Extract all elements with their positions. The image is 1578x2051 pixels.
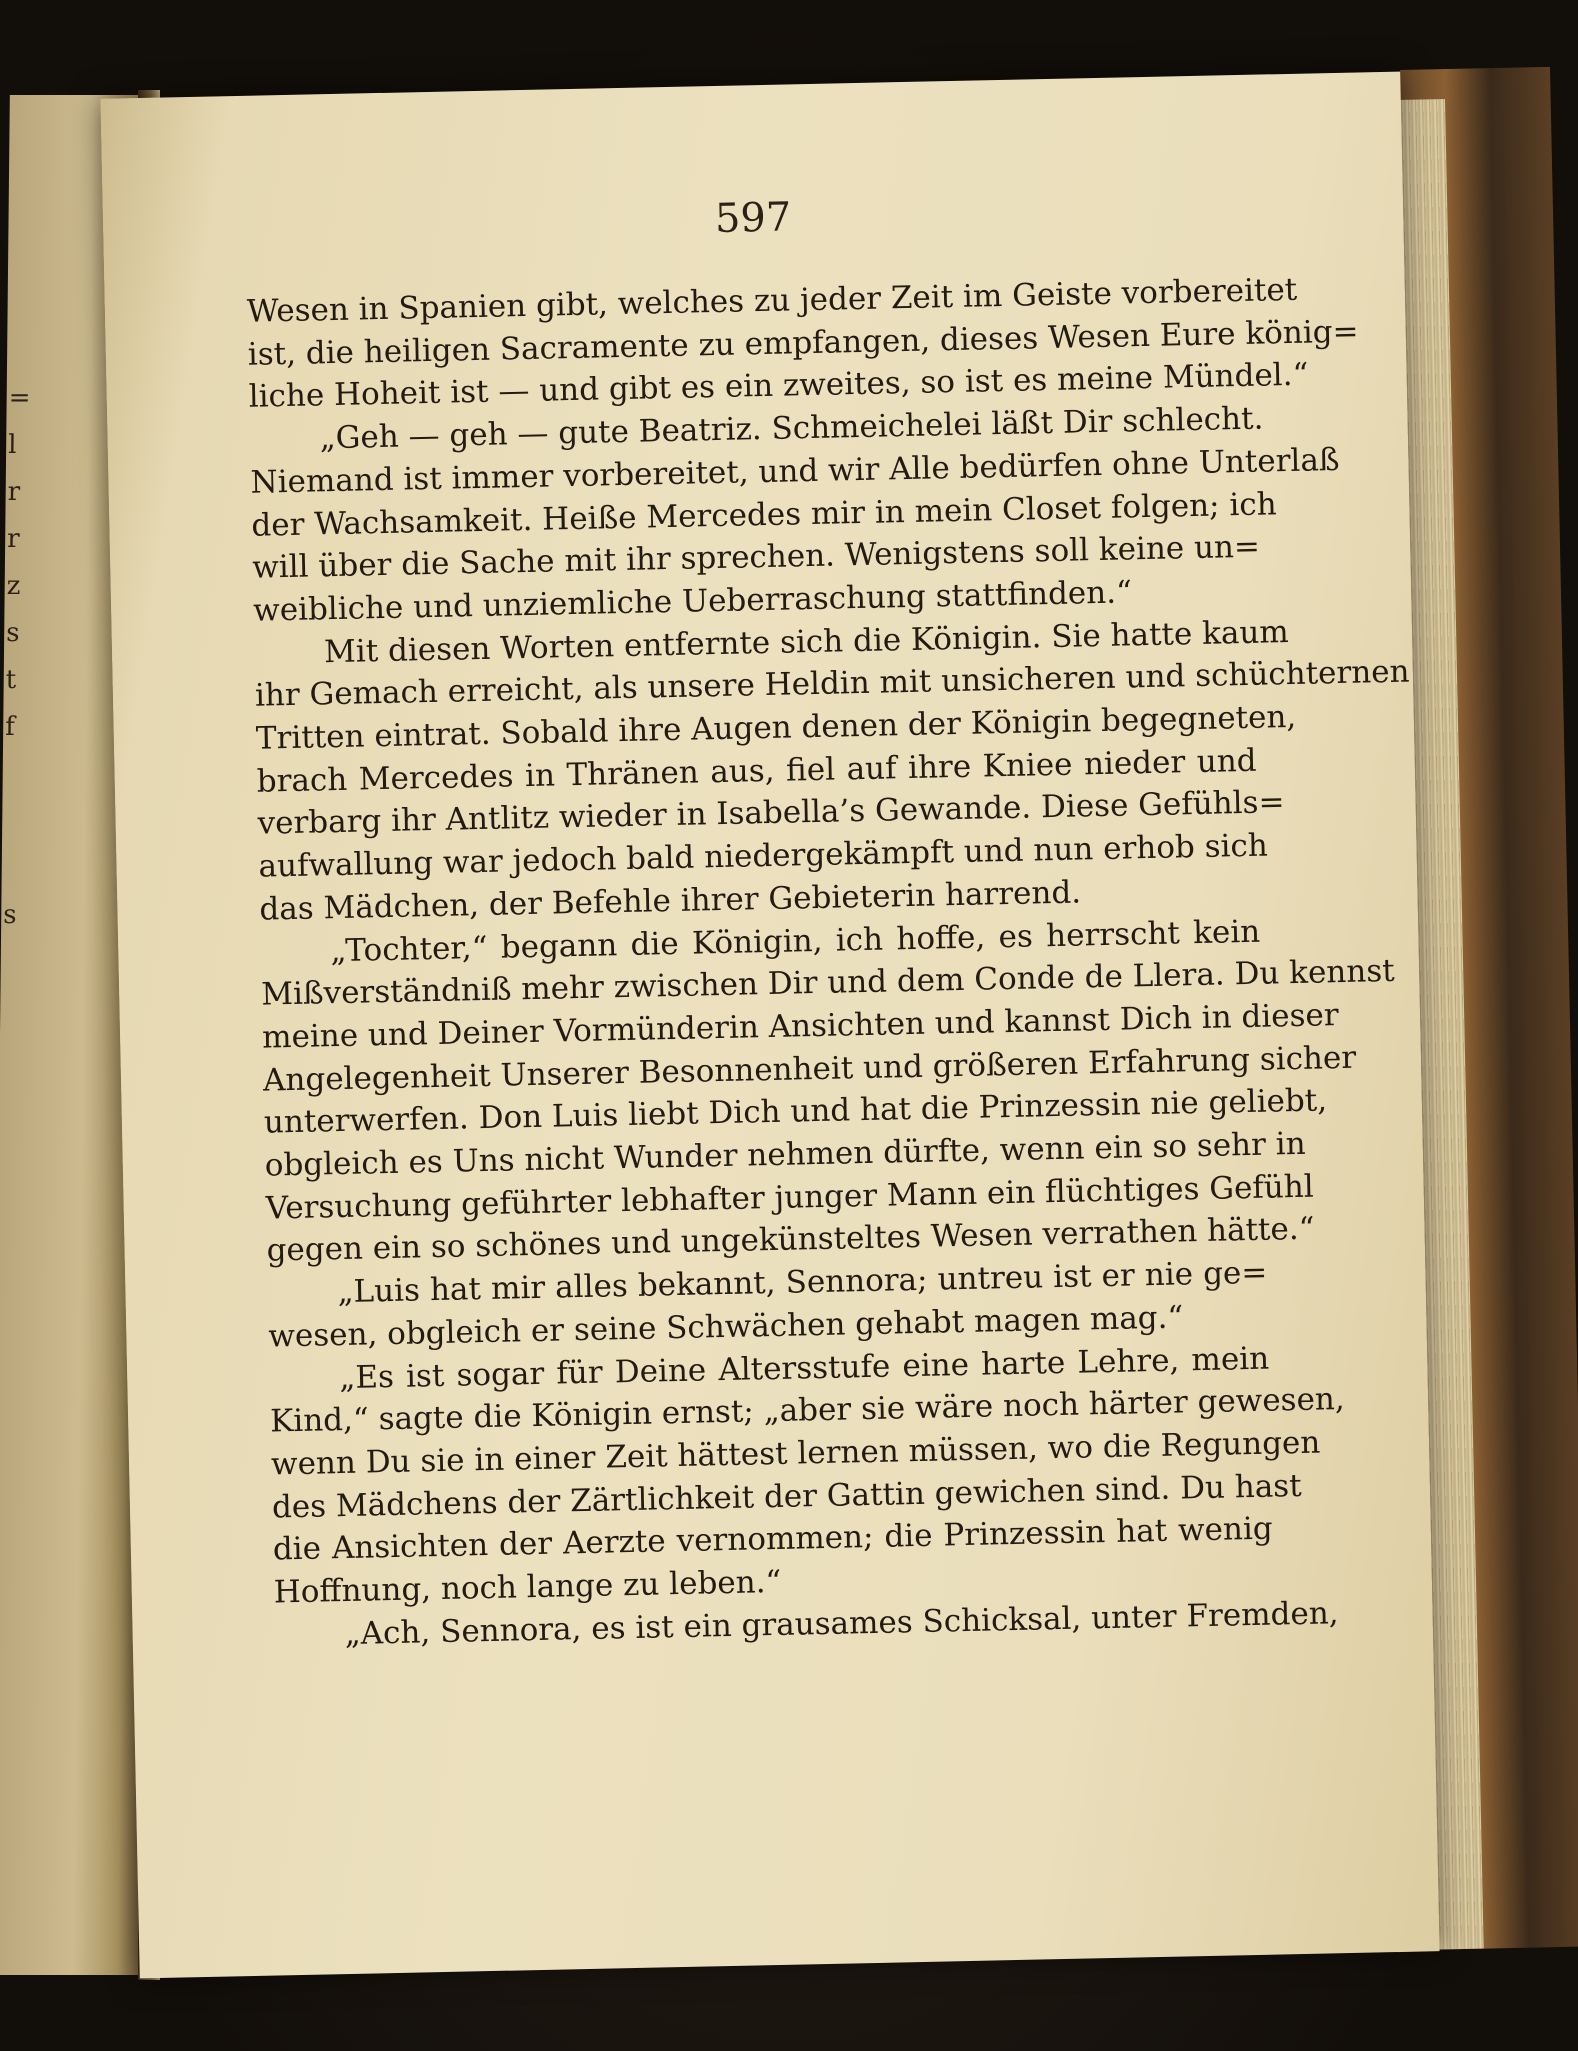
text-line: weibliche und unziemliche Ueberraschung stattfinden.“: [252, 574, 1133, 629]
left-edge-fragment: [2, 1033, 22, 1080]
left-edge-fragment: [1, 1127, 21, 1174]
text-line: meine und Deiner Vormünderin Ansichten und kannst Dich in dieser: [261, 997, 1339, 1056]
body-text: [246, 270, 1410, 1657]
left-edge-fragment: l: [8, 430, 17, 460]
left-edge-fragment: s: [6, 618, 20, 648]
text-line: aufwallung war jedoch bald niedergekämpft und nun erhob sich: [258, 827, 1269, 885]
left-page-edge-fragments: [0, 375, 29, 1362]
left-edge-fragment: [0, 1174, 20, 1221]
text-line: „Es ist sogar für Deine Altersstufe eine harte Lehre, mein: [338, 1340, 1270, 1396]
left-edge-fragment: =: [8, 383, 31, 413]
text-line: Mißverständniß mehr zwischen Dir und dem Conde de Llera. Du kennst: [260, 953, 1395, 1013]
text-line: das Mädchen, der Befehle ihrer Gebieterin harrend.: [259, 874, 1082, 928]
text-line: ist, die heiligen Sacramente zu empfangen, dieses Wesen Eure könig=: [247, 313, 1359, 373]
left-edge-fragment: [0, 1315, 19, 1362]
text-line: Angelegenheit Unserer Besonnenheit und größeren Erfahrung sicher: [262, 1039, 1357, 1099]
text-line: wesen, obgleich er seine Schwächen gehabt magen mag.“: [268, 1299, 1184, 1355]
text-line: Mit diesen Worten entfernte sich die Königin. Sie hatte kaum: [323, 613, 1290, 670]
text-line: Wesen in Spanien gibt, welches zu jeder Zeit im Geiste vorbereitet: [246, 271, 1298, 330]
page-number: 597: [714, 194, 792, 242]
left-edge-fragment: s: [3, 900, 17, 930]
left-edge-fragment: [1, 1080, 21, 1127]
text-line: verbarg ihr Antlitz wieder in Isabella’s Gewande. Diese Gefühls=: [257, 784, 1285, 843]
text-line: „Luis hat mir alles bekannt, Sennora; untreu ist er nie ge=: [337, 1254, 1268, 1311]
left-edge-fragment: t: [5, 665, 17, 695]
text-line: Niemand ist immer vorbereitet, und wir Alle bedürfen ohne Unterlaß: [250, 441, 1340, 501]
text-line: will über die Sache mit ihr sprechen. Wenigstens soll keine un=: [251, 528, 1261, 586]
text-line: gegen ein so schönes und ungekünsteltes Wesen verrathen hätte.“: [266, 1211, 1315, 1270]
left-edge-fragment: [0, 1221, 20, 1268]
text-line: wenn Du sie in einer Zeit hättest lernen müssen, wo die Regungen: [270, 1424, 1321, 1483]
text-line: „Ach, Sennora, es ist ein grausames Schicksal, unter Fremden,: [344, 1595, 1339, 1652]
text-line: des Mädchens der Zärtlichkeit der Gattin gewichen sind. Du hast: [271, 1467, 1302, 1526]
left-edge-fragment: z: [6, 571, 21, 601]
text-line: der Wachsamkeit. Heiße Mercedes mir in mein Closet folgen; ich: [251, 485, 1277, 544]
text-line: „Tochter,“ begann die Königin, ich hoffe, es herrscht kein: [329, 913, 1261, 969]
text-line: Tritten eintrat. Sobald ihre Augen denen der Königin begegneten,: [255, 698, 1297, 757]
text-line: die Ansichten der Aerzte vernommen; die Prinzessin hat wenig: [272, 1510, 1274, 1568]
right-page: [100, 72, 1439, 1979]
text-line: Versuchung geführter lebhafter junger Mann ein flüchtiges Gefühl: [265, 1168, 1315, 1227]
text-line: obgleich es Uns nicht Wunder nehmen dürfte, wenn ein so sehr in: [264, 1125, 1306, 1184]
left-edge-fragment: [4, 751, 24, 798]
left-edge-fragment: r: [7, 524, 20, 554]
text-line: „Geh — geh — gute Beatriz. Schmeichelei läßt Dir schlecht.: [319, 400, 1264, 457]
text-line: Kind,“ sagte die Königin ernst; „aber sie wäre noch härter gewesen,: [269, 1381, 1346, 1440]
left-edge-fragment: [4, 798, 24, 845]
text-line: liche Hoheit ist — und gibt es ein zweites, so ist es meine Mündel.“: [248, 356, 1309, 416]
text-line: brach Mercedes in Thränen aus, fiel auf ihre Kniee nieder und: [256, 742, 1257, 800]
left-edge-fragment: f: [5, 712, 16, 742]
text-line: Hoffnung, noch lange zu leben.“: [273, 1563, 782, 1611]
text-line: ihr Gemach erreicht, als unsere Heldin mit unsicheren und schüchternen: [254, 653, 1410, 715]
left-edge-fragment: r: [7, 477, 21, 507]
text-line: unterwerfen. Don Luis liebt Dich und hat die Prinzessin nie geliebt,: [263, 1082, 1328, 1141]
left-edge-fragment: [3, 845, 23, 892]
left-edge-fragment: [3, 939, 23, 986]
left-edge-fragment: [2, 986, 22, 1033]
left-edge-fragment: [0, 1268, 20, 1315]
